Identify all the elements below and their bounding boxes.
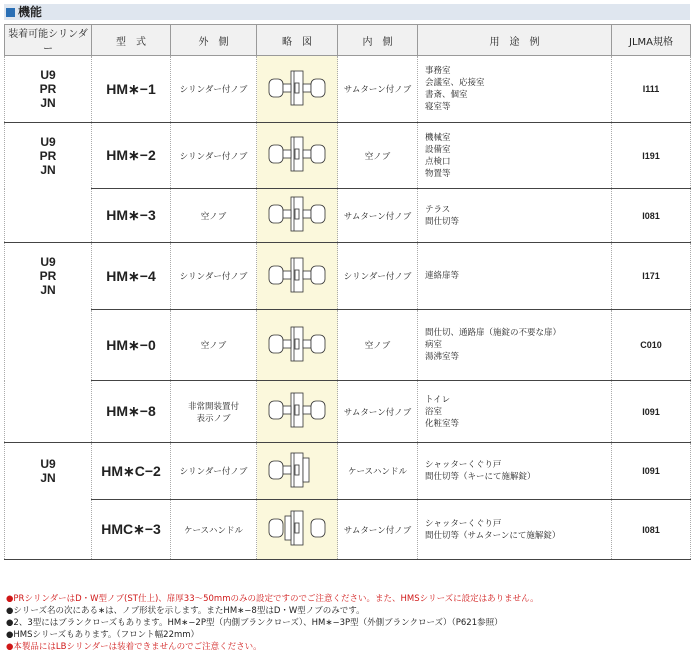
use-item: 化粧室等: [425, 418, 460, 429]
use-item: 物置等: [425, 168, 451, 179]
note-line: ●HMSシリーズもあります。（フロント幅22mm）: [6, 630, 200, 640]
note-line: ●2、3型にはブランクローズもあります。HM∗−2P型（内側ブランクローズ）、HM∗−3P型（外側ブランクローズ）（P621参照）: [6, 618, 503, 628]
jlma-cell: I111: [612, 56, 691, 123]
inside-cell: サムターン付ノブ: [338, 56, 418, 123]
cylinder-type: JN: [40, 283, 56, 298]
table-row: [5, 56, 691, 123]
use-item: 連絡扉等: [425, 271, 460, 281]
use-item: 設備室: [425, 144, 451, 155]
inside-cell: サムターン付ノブ: [338, 500, 418, 560]
outside-text: ケースハンドル: [183, 525, 244, 536]
use-item: 病室: [425, 340, 443, 350]
diagram-cell: [257, 123, 338, 189]
use-item: 浴室: [425, 406, 443, 417]
use-item: 間仕切、通路扉（施錠の不要な扉）: [425, 328, 562, 338]
model-cell: HM∗C−2: [92, 443, 171, 500]
cylinder-type: PR: [39, 148, 57, 163]
jlma-cell: C010: [612, 310, 691, 381]
lock-diagram-icon: [261, 324, 333, 364]
table-row: [5, 243, 691, 310]
model-cell: HM∗−8: [92, 381, 171, 443]
title-square-icon: [6, 8, 15, 17]
inside-cell: サムターン付ノブ: [338, 381, 418, 443]
notes: [6, 593, 539, 653]
use-item: トイレ: [425, 394, 451, 405]
table-row: [5, 443, 691, 500]
note-line: ●本製品にはLBシリンダーは装着できませんのでご注意ください。: [6, 642, 262, 652]
uses-cell: [418, 243, 612, 310]
model-cell: HMC∗−3: [92, 500, 171, 560]
cylinder-type: JN: [40, 471, 56, 486]
outside-text: 表示ノブ: [196, 413, 231, 424]
uses-cell: [418, 56, 612, 123]
model-cell: HM∗−3: [92, 189, 171, 243]
cylinder-cell: [5, 381, 92, 443]
table-header-row: [5, 25, 691, 56]
section-title-text: 機能: [18, 5, 43, 19]
uses-cell: [418, 500, 612, 560]
use-item: 間仕切等: [425, 216, 460, 227]
uses-cell: [418, 443, 612, 500]
inside-cell: シリンダー付ノブ: [338, 243, 418, 310]
cylinder-type: JN: [40, 162, 56, 177]
cylinder-cell: [5, 56, 92, 123]
table-row: [5, 310, 691, 381]
function-table: [4, 24, 691, 560]
outside-text: シリンダー付ノブ: [179, 467, 248, 477]
inside-cell: 空ノブ: [338, 310, 418, 381]
jlma-cell: I191: [612, 123, 691, 189]
inside-cell: 空ノブ: [338, 123, 418, 189]
outside-cell: [171, 123, 257, 189]
lock-diagram-icon: [261, 508, 333, 548]
model-cell: HM∗−0: [92, 310, 171, 381]
diagram-cell: [257, 443, 338, 500]
outside-text: シリンダー付ノブ: [179, 85, 248, 95]
model-cell: HM∗−2: [92, 123, 171, 189]
use-item: 事務室: [425, 66, 451, 76]
cylinder-type: PR: [39, 269, 57, 284]
diagram-cell: [257, 243, 338, 310]
inside-cell: サムターン付ノブ: [338, 189, 418, 243]
cylinder-cell: [5, 500, 92, 560]
use-item: 会議室、応接室: [425, 78, 485, 88]
cylinder-type: U9: [40, 134, 56, 149]
jlma-cell: I171: [612, 243, 691, 310]
model-cell: HM∗−4: [92, 243, 171, 310]
jlma-cell: I091: [612, 443, 691, 500]
diagram-cell: [257, 56, 338, 123]
use-item: 寝室等: [425, 102, 451, 112]
use-item: 間仕切等（キーにて施解錠）: [425, 472, 536, 482]
use-item: 間仕切等（サムターンにて施解錠）: [425, 530, 561, 541]
outside-cell: [171, 243, 257, 310]
table-row: [5, 500, 691, 560]
outside-cell: [171, 310, 257, 381]
use-item: 湯沸室等: [425, 352, 460, 362]
model-cell: HM∗−1: [92, 56, 171, 123]
lock-diagram-icon: [261, 194, 333, 234]
lock-diagram-icon: [261, 390, 333, 430]
outside-cell: [171, 381, 257, 443]
col-header-uses: 用 途 例: [418, 25, 612, 56]
uses-cell: [418, 189, 612, 243]
diagram-cell: [257, 500, 338, 560]
cylinder-type: U9: [40, 68, 56, 82]
outside-text: 空ノブ: [200, 211, 227, 222]
outside-text: シリンダー付ノブ: [179, 272, 248, 282]
col-header-outside: 外 側: [171, 25, 257, 56]
uses-cell: [418, 381, 612, 443]
col-header-inside: 内 側: [338, 25, 418, 56]
lock-diagram-icon: [261, 68, 333, 108]
uses-cell: [418, 123, 612, 189]
outside-cell: [171, 189, 257, 243]
use-item: 書斎、個室: [425, 90, 468, 100]
use-item: 点検口: [425, 156, 451, 167]
uses-cell: [418, 310, 612, 381]
lock-diagram-icon: [261, 255, 333, 295]
note-line: ●PRシリンダーはD・W型ノブ(ST仕上)、扉厚33〜50mmのみの設定ですのでご注意ください。また、HMSシリーズに設定はありません。: [6, 594, 539, 604]
jlma-cell: I081: [612, 500, 691, 560]
inside-cell: ケースハンドル: [338, 443, 418, 500]
outside-text: 非常開装置付: [187, 401, 239, 412]
diagram-cell: [257, 189, 338, 243]
diagram-cell: [257, 310, 338, 381]
table-row: [5, 123, 691, 189]
jlma-cell: I091: [612, 381, 691, 443]
jlma-cell: I081: [612, 189, 691, 243]
outside-text: シリンダー付ノブ: [179, 151, 248, 162]
use-item: シャッターくぐり戸: [425, 518, 502, 529]
cylinder-type: JN: [40, 96, 56, 110]
use-item: 機械室: [425, 132, 451, 143]
section-title: [4, 4, 690, 20]
table-row: [5, 381, 691, 443]
cylinder-type: U9: [40, 457, 56, 472]
cylinder-cell: [5, 310, 92, 381]
outside-cell: [171, 443, 257, 500]
lock-diagram-icon: [261, 450, 333, 490]
cylinder-cell: [5, 123, 92, 189]
col-header-diagram: 略 図: [257, 25, 338, 56]
cylinder-cell: [5, 443, 92, 500]
cylinder-type: U9: [40, 255, 56, 270]
col-header-jlma: JLMA規格: [612, 25, 691, 56]
table-row: [5, 189, 691, 243]
cylinder-cell: [5, 189, 92, 243]
outside-cell: [171, 500, 257, 560]
cylinder-type: PR: [39, 82, 57, 96]
use-item: テラス: [425, 204, 451, 215]
lock-diagram-icon: [261, 134, 333, 174]
cylinder-cell: [5, 243, 92, 310]
col-header-cylinder: 装着可能シリンダー: [5, 25, 92, 56]
note-line: ●シリーズ名の次にある∗は、ノブ形状を示します。またHM∗−8型はD・W型ノブのみです。: [6, 606, 365, 616]
use-item: シャッターくぐり戸: [425, 460, 502, 470]
col-header-model: 型 式: [92, 25, 171, 56]
outside-text: 空ノブ: [200, 341, 227, 351]
diagram-cell: [257, 381, 338, 443]
outside-cell: [171, 56, 257, 123]
